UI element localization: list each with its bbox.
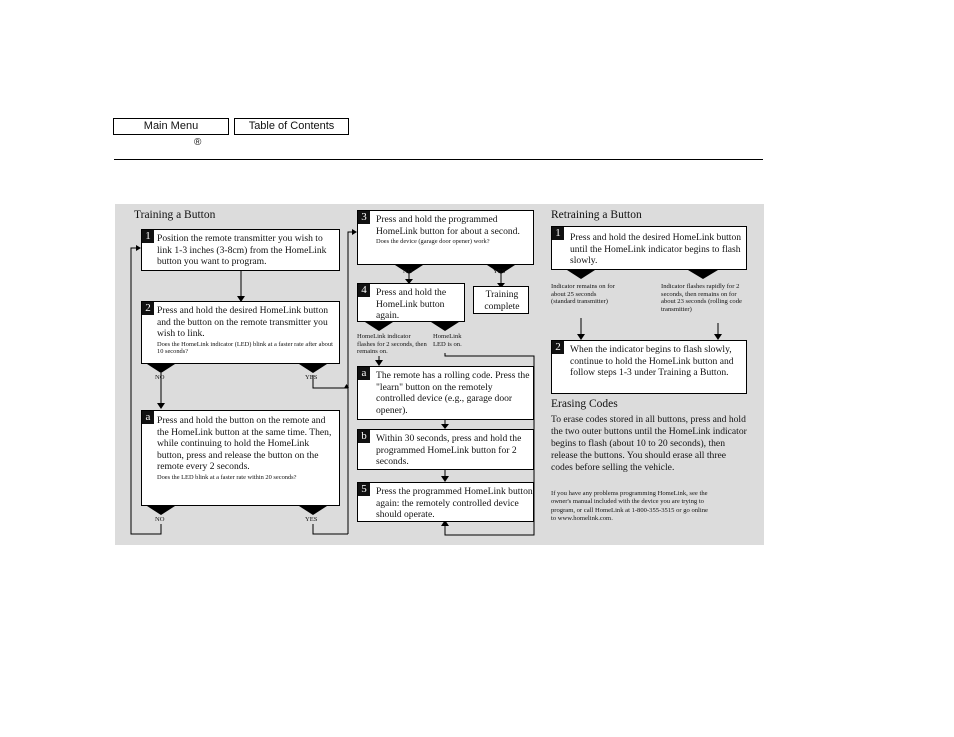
step-text: Within 30 seconds, press and hold the programmed HomeLink button for 2 seconds. <box>376 433 522 467</box>
step-text: When the indicator begins to flash slowly, continue to hold the HomeLink button and follow steps 1-3 under Training a Button. <box>570 344 734 378</box>
step-text: Press and hold the programmed HomeLink button for about a second. <box>376 214 520 237</box>
step-text: Position the remote transmitter you wish to link 1-3 inches (3-8cm) from the HomeLink button you want to program. <box>157 233 327 267</box>
rolling-step-b-box <box>357 429 534 470</box>
training-step-3-box <box>357 210 534 265</box>
step-number: a <box>358 367 370 380</box>
yes-label: YES <box>493 268 506 275</box>
step-text: Press and hold the desired HomeLink button until the HomeLink indicator begins to flash slowly. <box>570 232 742 266</box>
training-step-5-box <box>357 482 534 522</box>
table-of-contents-button[interactable]: Table of Contents <box>234 118 349 135</box>
step-number: 5 <box>358 483 370 496</box>
erasing-text: To erase codes stored in all buttons, press and hold the two outer buttons until the HomeLink indicator begins to flash (about 10 to 20 seconds), then release the buttons. You should erase all three codes before selling the vehicle. <box>551 414 747 473</box>
step-number: 2 <box>142 302 154 315</box>
step-number: 1 <box>552 227 564 240</box>
training-step-1-box <box>141 229 340 271</box>
step-text: Press and hold the desired HomeLink button and the button on the remote transmitter you wish to link. <box>157 305 329 339</box>
step-number: b <box>358 430 370 443</box>
step-number: 1 <box>142 230 154 243</box>
no-label: NO <box>403 268 413 275</box>
training-complete-text: Training complete <box>484 289 520 312</box>
registered-mark: ® <box>194 137 202 148</box>
training-complete-box <box>473 286 529 314</box>
step-number: 3 <box>358 211 370 224</box>
step-number: 2 <box>552 341 564 354</box>
no-label: NO <box>155 374 165 381</box>
rolling-step-a-box <box>357 366 534 420</box>
step-text: Press and hold the HomeLink button again. <box>376 287 447 321</box>
step-text: Press the programmed HomeLink button again: the remotely controlled device should operate. <box>376 486 533 520</box>
step-question: Does the LED blink at a faster rate within 20 seconds? <box>157 473 297 481</box>
indicator-rolling-label: Indicator flashes rapidly for 2 seconds, then remains on for about 23 seconds (rolling code transmitter) <box>661 283 742 313</box>
yes-label: YES <box>305 516 318 523</box>
support-note: If you have any problems programming HomeLink, see the owner's manual included with the device you are trying to program, or call HomeLink at 1-800-355-3515 or go online to www.homelink.com. <box>551 490 708 523</box>
erasing-title: Erasing Codes <box>551 398 618 410</box>
step-text: Press and hold the button on the remote and the HomeLink button at the same time. Then, while continuing to hold the HomeLink button, press and release the button on the remote every 2 seconds. <box>157 415 332 472</box>
step-question: Does the HomeLink indicator (LED) blink at a faster rate after about 10 seconds? <box>157 340 333 355</box>
no-label: NO <box>155 516 165 523</box>
retraining-step-2-box <box>551 340 747 394</box>
training-title: Training a Button <box>134 209 216 221</box>
main-menu-button[interactable]: Main Menu <box>113 118 229 135</box>
step-number: a <box>142 411 154 424</box>
homelink-led-on-label: HomeLink LED is on. <box>433 333 462 348</box>
training-step-a-box <box>141 410 340 506</box>
yes-label: YES <box>305 374 318 381</box>
training-step-4-box <box>357 283 465 322</box>
step-question: Does the device (garage door opener) work? <box>376 238 490 245</box>
homelink-flash-label: HomeLink indicator flashes for 2 seconds, then remains on. <box>357 333 427 356</box>
indicator-standard-label: Indicator remains on for about 25 seconds (standard transmitter) <box>551 283 615 306</box>
retraining-step-1-box <box>551 226 747 270</box>
step-number: 4 <box>358 284 370 297</box>
training-step-2-box <box>141 301 340 364</box>
retraining-title: Retraining a Button <box>551 209 642 221</box>
step-text: The remote has a rolling code. Press the "learn" button on the remotely controlled device (e.g., garage door opener). <box>376 370 530 416</box>
